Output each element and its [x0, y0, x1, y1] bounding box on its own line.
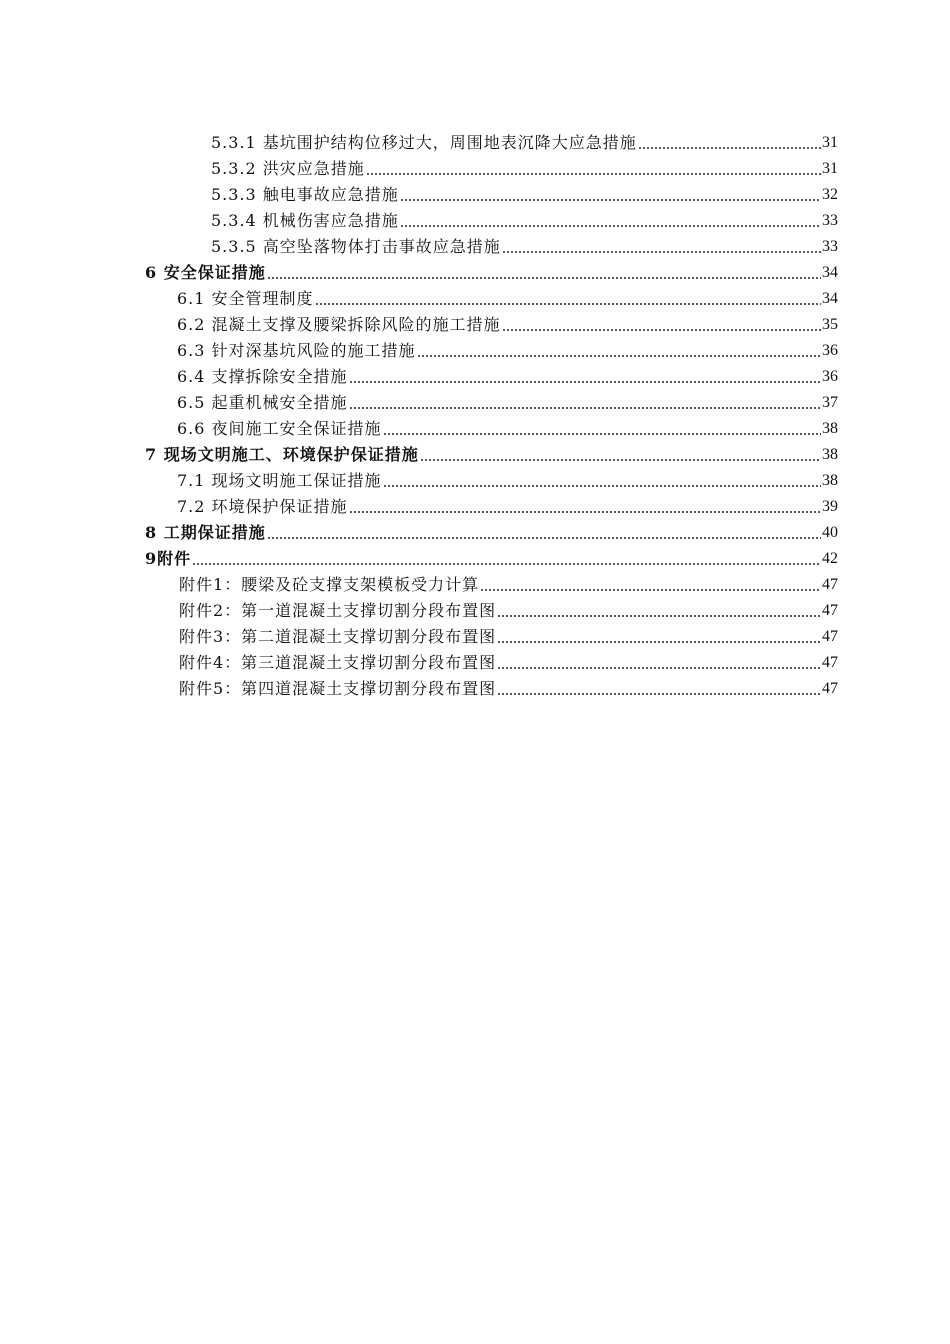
toc-entry-title: 6.6 夜间施工安全保证措施: [177, 419, 382, 438]
toc-entry-appendix-1[interactable]: [0, 569, 950, 595]
toc-page-number: 47: [822, 602, 838, 619]
toc-entry-title: 附件2：第一道混凝土支撑切割分段布置图: [179, 601, 497, 620]
toc-leader-dots: [497, 601, 821, 621]
toc-page-number: 33: [822, 212, 838, 229]
toc-entry-appendix-5[interactable]: [0, 673, 950, 699]
toc-entry-title: 5.3.3 触电事故应急措施: [211, 185, 399, 204]
toc-entry-title: 6.4 支撑拆除安全措施: [177, 367, 348, 386]
toc-page-number: 36: [822, 342, 838, 359]
toc-entry-appendix-4[interactable]: [0, 647, 950, 673]
toc-entry-title: 5.3.5 高空坠落物体打击事故应急措施: [211, 237, 501, 256]
toc-entry-9[interactable]: [0, 543, 950, 569]
toc-leader-dots: [502, 315, 821, 335]
toc-entry-7-2[interactable]: [0, 491, 950, 517]
toc-entry-6[interactable]: [0, 257, 950, 283]
toc-page-number: 34: [822, 290, 838, 307]
toc-leader-dots: [366, 159, 821, 179]
toc-entry-6-4[interactable]: [0, 361, 950, 387]
toc-leader-dots: [192, 549, 821, 569]
toc-entry-6-2[interactable]: [0, 309, 950, 335]
toc-entry-8[interactable]: [0, 517, 950, 543]
toc-entry-title: 9附件: [145, 549, 192, 568]
toc-page-number: 32: [822, 186, 838, 203]
toc-entry-appendix-2[interactable]: [0, 595, 950, 621]
toc-leader-dots: [638, 133, 821, 153]
toc-entry-6-1[interactable]: [0, 283, 950, 309]
toc-entry-5-3-2[interactable]: [0, 153, 950, 179]
toc-entry-title: 附件4：第三道混凝土支撑切割分段布置图: [179, 653, 497, 672]
table-of-contents: [0, 127, 950, 699]
toc-page-number: 37: [822, 394, 838, 411]
toc-entry-title: 7 现场文明施工、环境保护保证措施: [145, 445, 419, 464]
toc-entry-title: 附件3：第二道混凝土支撑切割分段布置图: [179, 627, 497, 646]
toc-entry-title: 8 工期保证措施: [145, 523, 266, 542]
toc-entry-7[interactable]: [0, 439, 950, 465]
toc-entry-6-5[interactable]: [0, 387, 950, 413]
toc-leader-dots: [383, 471, 821, 491]
toc-page-number: 39: [822, 498, 838, 515]
toc-entry-title: 7.2 环境保护保证措施: [177, 497, 348, 516]
toc-page-number: 38: [822, 472, 838, 489]
toc-entry-title: 附件1：腰梁及砼支撑支架模板受力计算: [179, 575, 480, 594]
toc-leader-dots: [420, 445, 821, 465]
toc-page-number: 47: [822, 654, 838, 671]
toc-entry-title: 5.3.4 机械伤害应急措施: [211, 211, 399, 230]
toc-leader-dots: [349, 497, 821, 517]
toc-leader-dots: [349, 367, 821, 387]
toc-page-number: 47: [822, 576, 838, 593]
toc-entry-title: 6 安全保证措施: [145, 263, 266, 282]
toc-page-number: 35: [822, 316, 838, 333]
toc-entry-title: 6.1 安全管理制度: [177, 289, 314, 308]
toc-leader-dots: [502, 237, 821, 257]
toc-leader-dots: [315, 289, 821, 309]
toc-entry-appendix-3[interactable]: [0, 621, 950, 647]
toc-leader-dots: [417, 341, 821, 361]
toc-entry-5-3-4[interactable]: [0, 205, 950, 231]
toc-entry-6-3[interactable]: [0, 335, 950, 361]
toc-page-number: 38: [822, 446, 838, 463]
toc-leader-dots: [497, 653, 821, 673]
toc-entry-title: 7.1 现场文明施工保证措施: [177, 471, 382, 490]
toc-page-number: 42: [822, 550, 838, 567]
toc-page-number: 47: [822, 680, 838, 697]
toc-leader-dots: [400, 211, 821, 231]
toc-page-number: 33: [822, 238, 838, 255]
toc-entry-title: 5.3.1 基坑围护结构位移过大，周围地表沉降大应急措施: [211, 133, 637, 152]
toc-page-number: 34: [822, 264, 838, 281]
toc-entry-7-1[interactable]: [0, 465, 950, 491]
toc-entry-5-3-1[interactable]: [0, 127, 950, 153]
toc-leader-dots: [383, 419, 821, 439]
toc-entry-title: 6.3 针对深基坑风险的施工措施: [177, 341, 416, 360]
toc-leader-dots: [497, 679, 821, 699]
toc-entry-5-3-5[interactable]: [0, 231, 950, 257]
toc-page-number: 47: [822, 628, 838, 645]
toc-entry-title: 附件5：第四道混凝土支撑切割分段布置图: [179, 679, 497, 698]
toc-leader-dots: [267, 263, 821, 283]
toc-entry-title: 6.2 混凝土支撑及腰梁拆除风险的施工措施: [177, 315, 501, 334]
toc-page-number: 31: [822, 160, 838, 177]
toc-page-number: 38: [822, 420, 838, 437]
toc-entry-title: 6.5 起重机械安全措施: [177, 393, 348, 412]
toc-page-number: 36: [822, 368, 838, 385]
toc-entry-title: 5.3.2 洪灾应急措施: [211, 159, 365, 178]
toc-leader-dots: [497, 627, 821, 647]
toc-page-number: 31: [822, 134, 838, 151]
toc-leader-dots: [349, 393, 821, 413]
toc-leader-dots: [267, 523, 821, 543]
toc-entry-6-6[interactable]: [0, 413, 950, 439]
toc-leader-dots: [400, 185, 821, 205]
toc-leader-dots: [480, 575, 821, 595]
toc-page-number: 40: [822, 524, 838, 541]
toc-entry-5-3-3[interactable]: [0, 179, 950, 205]
